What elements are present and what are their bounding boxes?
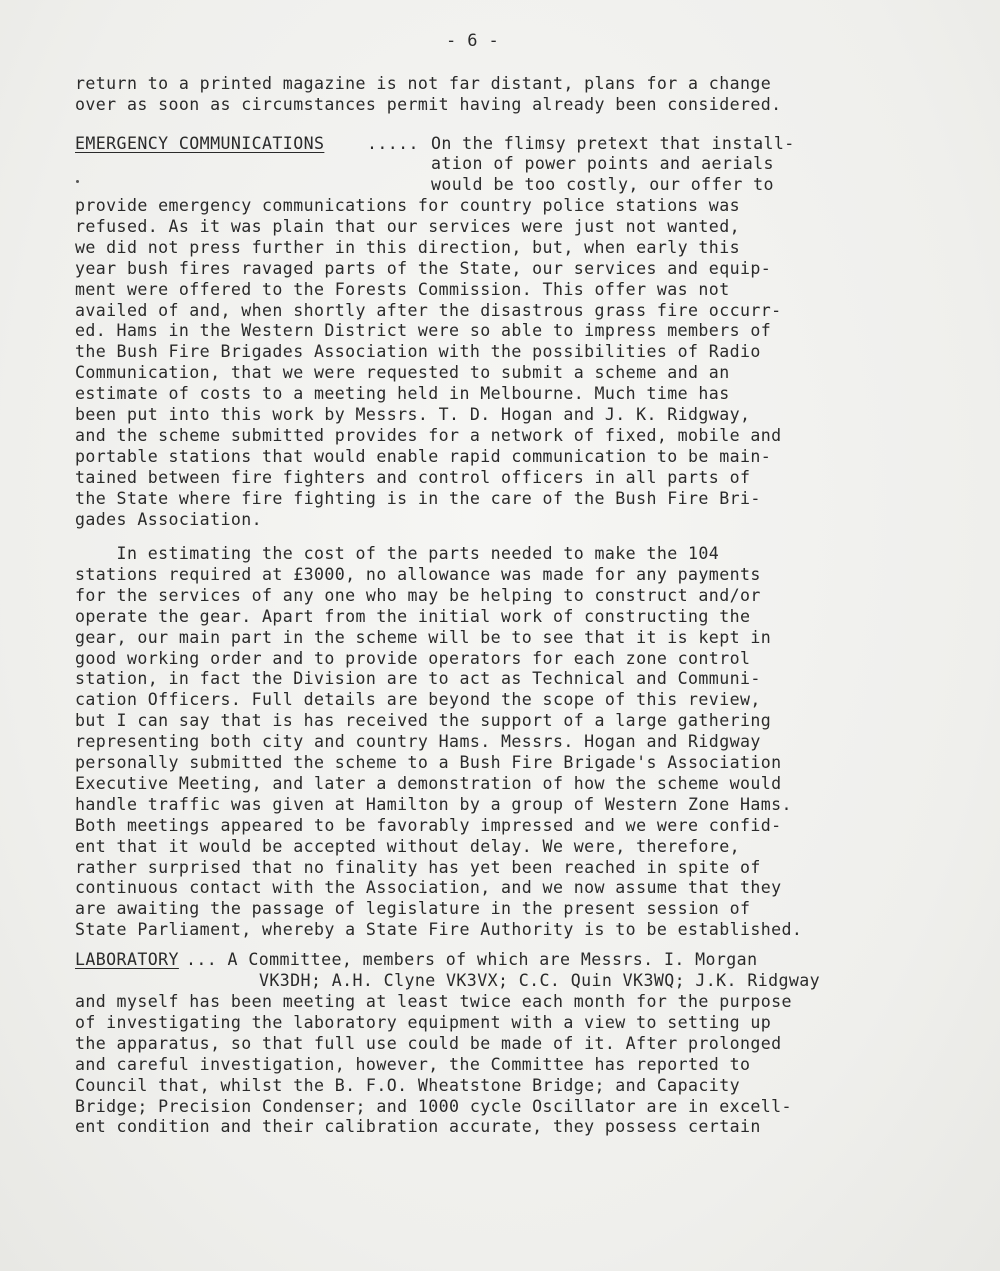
estimating-line: handle traffic was given at Hamilton by a group of Western Zone Hams. [75,794,792,814]
emergency-line: ment were offered to the Forests Commission. This offer was not [75,279,730,299]
laboratory-line: ent condition and their calibration accurate, they possess certain [75,1117,761,1137]
emergency-first-line: On the flimsy pretext that install- [431,134,795,153]
emergency-line: the Bush Fire Brigades Association with the possibilities of Radio [75,342,761,362]
intro-line: over as soon as circumstances permit having already been considered. [75,95,782,114]
stray-ink-dot [76,180,79,183]
estimating-line: for the services of any one who may be helping to construct and/or [75,585,761,605]
emergency-heading-dots: ..... [367,134,419,153]
intro-line: return to a printed magazine is not far distant, plans for a change [75,74,772,93]
laboratory-line: of investigating the laboratory equipment with a view to setting up [75,1012,772,1032]
emergency-first-line: would be too costly, our offer to [431,175,774,194]
estimating-line: continuous contact with the Association, and we now assume that they [75,878,782,898]
emergency-line: refused. As it was plain that our services were just not wanted, [75,216,740,236]
emergency-line: been put into this work by Messrs. T. D. Hogan and J. K. Ridgway, [75,405,751,424]
laboratory-first-line: ... A Committee, members of which are Messrs. I. Morgan [186,950,758,969]
laboratory-second-line: VK3DH; A.H. Clyne VK3VX; C.C. Quin VK3WQ; J.K. Ridgway [259,971,821,990]
laboratory-line: Council that, whilst the B. F.O. Wheatstone Bridge; and Capacity [75,1075,740,1095]
estimating-line: rather surprised that no finality has yet been reached in spite of [75,857,761,877]
estimating-line: cation Officers. Full details are beyond the scope of this review, [75,690,761,710]
estimating-line: good working order and to provide operators for each zone control [75,648,751,668]
emergency-first-line: ation of power points and aerials [431,154,774,173]
estimating-line: representing both city and country Hams. Messrs. Hogan and Ridgway [75,732,761,752]
emergency-line: availed of and, when shortly after the disastrous grass fire occurr- [75,300,782,320]
estimating-line: but I can say that is has received the support of a large gathering [75,711,772,731]
emergency-line: gades Association. [75,509,263,529]
emergency-line: portable stations that would enable rapid communication to be main- [75,446,772,466]
estimating-line: Both meetings appeared to be favorably impressed and we were confid- [75,815,782,835]
emergency-line: tained between fire fighters and control officers in all parts of [75,467,751,487]
estimating-line: Executive Meeting, and later a demonstration of how the scheme would [75,773,782,793]
laboratory-line: Bridge; Precision Condenser; and 1000 cycle Oscillator are in excell- [75,1096,792,1116]
emergency-line: and the scheme submitted provides for a network of fixed, mobile and [75,425,782,445]
estimating-line: ent that it would be accepted without delay. We were, therefore, [75,836,740,856]
emergency-line: provide emergency communications for country police stations was [75,196,740,215]
emergency-line: Communication, that we were requested to submit a scheme and an [75,363,730,383]
estimating-line: are awaiting the passage of legislature in the present session of [75,899,751,919]
emergency-heading: EMERGENCY COMMUNICATIONS [75,134,325,153]
page-number: - 6 - [446,31,500,51]
emergency-line: estimate of costs to a meeting held in Melbourne. Much time has [75,384,730,404]
estimating-line: stations required at £3000, no allowance was made for any payments [75,564,761,584]
emergency-line: the State where fire fighting is in the care of the Bush Fire Bri- [75,488,761,508]
laboratory-line: and myself has been meeting at least twice each month for the purpose [75,992,792,1011]
emergency-line: we did not press further in this direction, but, when early this [75,237,740,257]
laboratory-line: the apparatus, so that full use could be made of it. After prolonged [75,1033,782,1053]
emergency-line: year bush fires ravaged parts of the State, our services and equip- [75,258,772,278]
estimating-line: station, in fact the Division are to act as Technical and Communi- [75,669,761,689]
estimating-line: State Parliament, whereby a State Fire Authority is to be established. [75,920,803,940]
emergency-line: ed. Hams in the Western District were so able to impress members of [75,321,772,341]
estimating-line: In estimating the cost of the parts needed to make the 104 [75,544,720,563]
laboratory-heading: LABORATORY [75,950,179,969]
estimating-line: operate the gear. Apart from the initial work of constructing the [75,606,751,626]
estimating-line: personally submitted the scheme to a Bush Fire Brigade's Association [75,753,782,772]
estimating-line: gear, our main part in the scheme will be to see that it is kept in [75,627,772,647]
laboratory-line: and careful investigation, however, the Committee has reported to [75,1054,751,1074]
